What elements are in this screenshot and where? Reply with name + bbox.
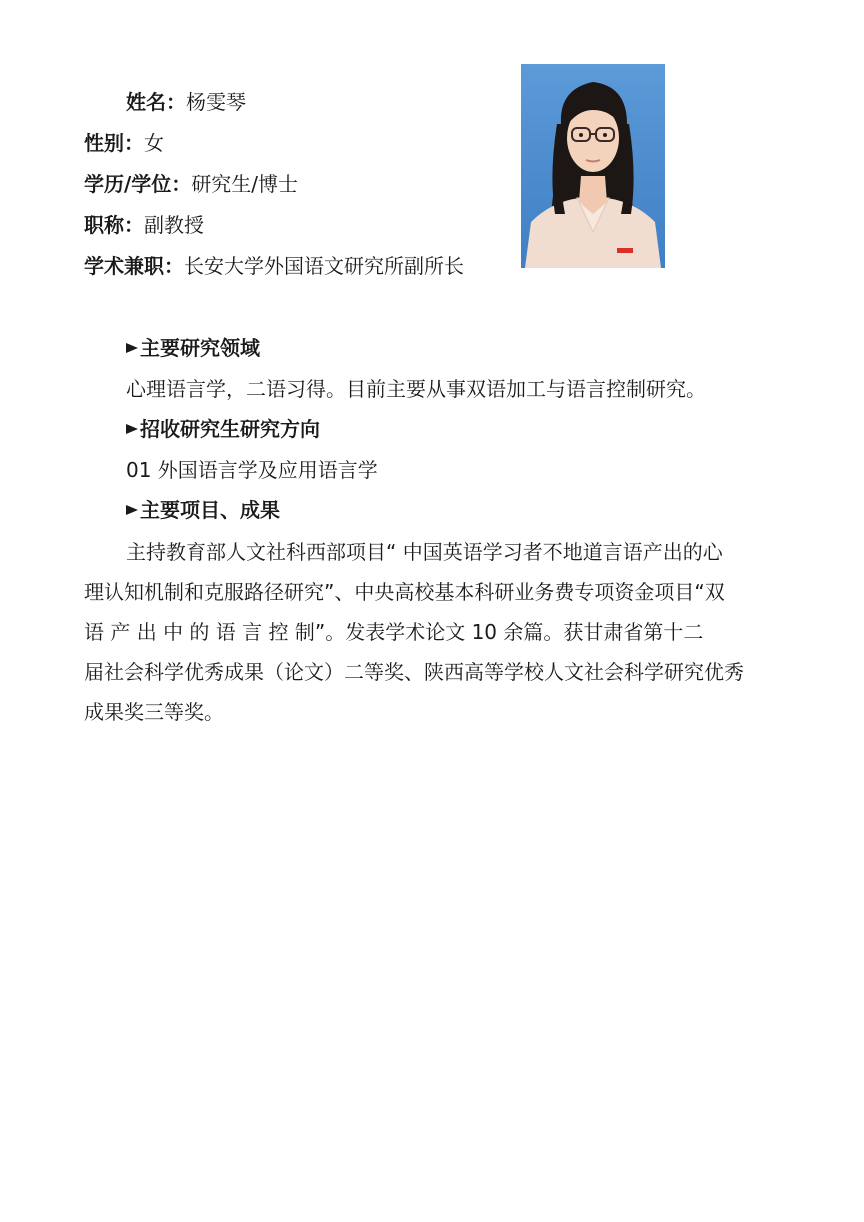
research-heading-text: 主要研究领域 — [140, 336, 260, 360]
title-label: 职称： — [84, 213, 144, 237]
paragraph-line: 成果奖三等奖。 — [84, 700, 224, 724]
education-label: 学历/学位： — [84, 172, 192, 196]
projects-heading — [126, 495, 280, 525]
name-value: 杨雯琴 — [186, 90, 246, 114]
paragraph-line: 理认知机制和克服路径研究”、中央高校基本科研业务费专项资金项目“双 — [84, 580, 725, 604]
paragraph-line: 主持教育部人文社科西部项目“ 中国英语学习者不地道言语产出的心 — [126, 540, 723, 564]
paragraph-line: 语 产 出 中 的 语 言 控 制”。发表学术论文 10 余篇。获甘肃省第十二 — [84, 620, 704, 644]
academic-value: 长安大学外国语文研究所副所长 — [184, 254, 464, 278]
recruit-heading — [126, 414, 320, 444]
arrow-icon — [126, 343, 138, 353]
recruit-text: 01 外国语言学及应用语言学 — [126, 458, 378, 482]
gender-row — [84, 128, 164, 158]
research-text: 心理语言学，二语习得。目前主要从事双语加工与语言控制研究。 — [126, 377, 706, 401]
arrow-icon — [126, 505, 138, 515]
name-row — [126, 87, 246, 117]
research-heading — [126, 333, 260, 363]
title-value: 副教授 — [144, 213, 204, 237]
projects-heading-text: 主要项目、成果 — [140, 498, 280, 522]
gender-value: 女 — [144, 131, 164, 155]
title-row — [84, 210, 204, 240]
paragraph-line: 届社会科学优秀成果（论文）二等奖、陕西高等学校人文社会科学研究优秀 — [84, 660, 744, 684]
education-row — [84, 169, 298, 199]
education-value: 研究生/博士 — [191, 172, 299, 196]
gender-label: 性别： — [84, 131, 144, 155]
arrow-icon — [126, 424, 138, 434]
recruit-heading-text: 招收研究生研究方向 — [140, 417, 320, 441]
academic-row — [84, 251, 464, 281]
name-label: 姓名： — [126, 90, 186, 114]
projects-paragraph — [84, 532, 784, 732]
portrait-photo — [521, 64, 665, 268]
academic-label: 学术兼职： — [84, 254, 184, 278]
